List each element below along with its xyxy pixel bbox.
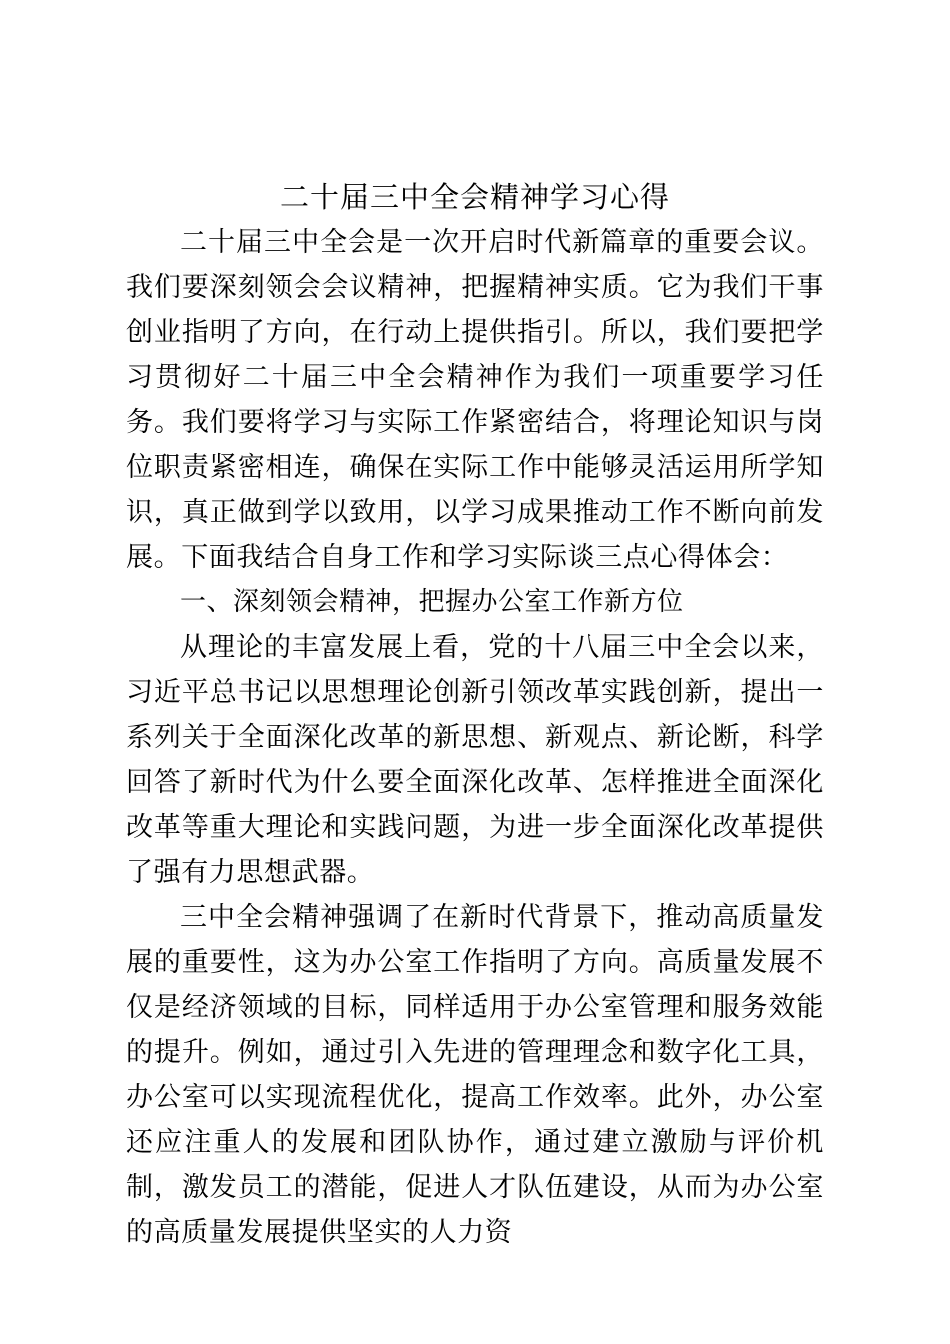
- section-heading-1: 一、深刻领会精神，把握办公室工作新方位: [180, 587, 684, 617]
- document-body: [126, 220, 824, 1255]
- section1-paragraph-1: 从理论的丰富发展上看，党的十八届三中全会以来，习近平总书记以思想理论创新引领改革实践创新，提出一系列关于全面深化改革的新思想、新观点、新论断，科学回答了新时代为什么要全面深化改革、怎样推进全面深化改革等重大理论和实践问题，为进一步全面深化改革提供了强有力思想武器。: [126, 632, 824, 888]
- intro-paragraph: 二十届三中全会是一次开启时代新篇章的重要会议。我们要深刻领会会议精神，把握精神实质。它为我们干事创业指明了方向，在行动上提供指引。所以，我们要把学习贯彻好二十届三中全会精神作为我们一项重要学习任务。我们要将学习与实际工作紧密结合，将理论知识与岗位职责紧密相连，确保在实际工作中能够灵活运用所学知识，真正做到学以致用，以学习成果推动工作不断向前发展。下面我结合自身工作和学习实际谈三点心得体会：: [126, 227, 824, 573]
- document-title: 二十届三中全会精神学习心得: [279, 180, 670, 214]
- section1-paragraph-2: 三中全会精神强调了在新时代背景下，推动高质量发展的重要性，这为办公室工作指明了方向。高质量发展不仅是经济领域的目标，同样适用于办公室管理和服务效能的提升。例如，通过引入先进的管理理念和数字化工具，办公室可以实现流程优化，提高工作效率。此外，办公室还应注重人的发展和团队协作，通过建立激励与评价机制，激发员工的潜能，促进人才队伍建设，从而为办公室的高质量发展提供坚实的人力资: [126, 902, 824, 1248]
